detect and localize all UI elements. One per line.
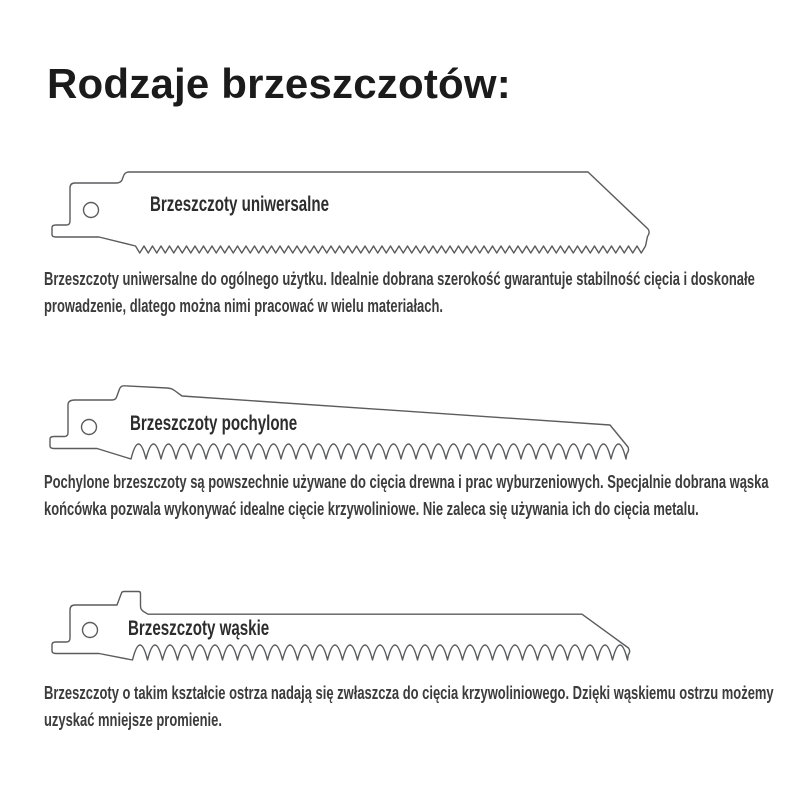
blade-figure-universal: [44, 168, 656, 260]
blade-label-universal: Brzeszczoty uniwersalne: [150, 193, 329, 216]
blade-label-narrow: Brzeszczoty wąskie: [128, 617, 270, 640]
description-line: prowadzenie, dlatego można nimi pracować w wielu materiałach.: [44, 296, 443, 316]
blade-figure-inclined: [42, 380, 642, 470]
blade-outline: [52, 172, 649, 253]
description-line: Brzeszczoty uniwersalne do ogólnego użytku. Idealnie dobrana szerokość gwarantuje stabilność cięcia i doskonałe: [44, 269, 755, 289]
description-line: Pochylone brzeszczoty są powszechnie używane do cięcia drewna i prac wyburzeniowych. Specjalnie dobrana wąska: [44, 472, 769, 492]
description-line: końcówka pozwala wykonywać idealne cięcie krzywoliniowe. Nie zaleca się używania ich do cięcia metalu.: [44, 499, 699, 519]
description-line: Brzeszczoty o takim kształcie ostrza nadają się zwłaszcza do cięcia krzywoliniowego. Dzięki wąskiemu ostrzu możemy: [44, 683, 774, 703]
blade-figure-narrow: [44, 585, 644, 673]
description-inclined: [44, 469, 769, 523]
description-universal: [44, 266, 764, 320]
description-line: uzyskać mniejsze promienie.: [44, 710, 222, 730]
blade-label-inclined: Brzeszczoty pochylone: [130, 412, 298, 435]
description-narrow: [44, 680, 774, 734]
page-title: Rodzaje brzeszczotów:: [47, 60, 511, 107]
universal-blade-illustration: [44, 168, 656, 260]
